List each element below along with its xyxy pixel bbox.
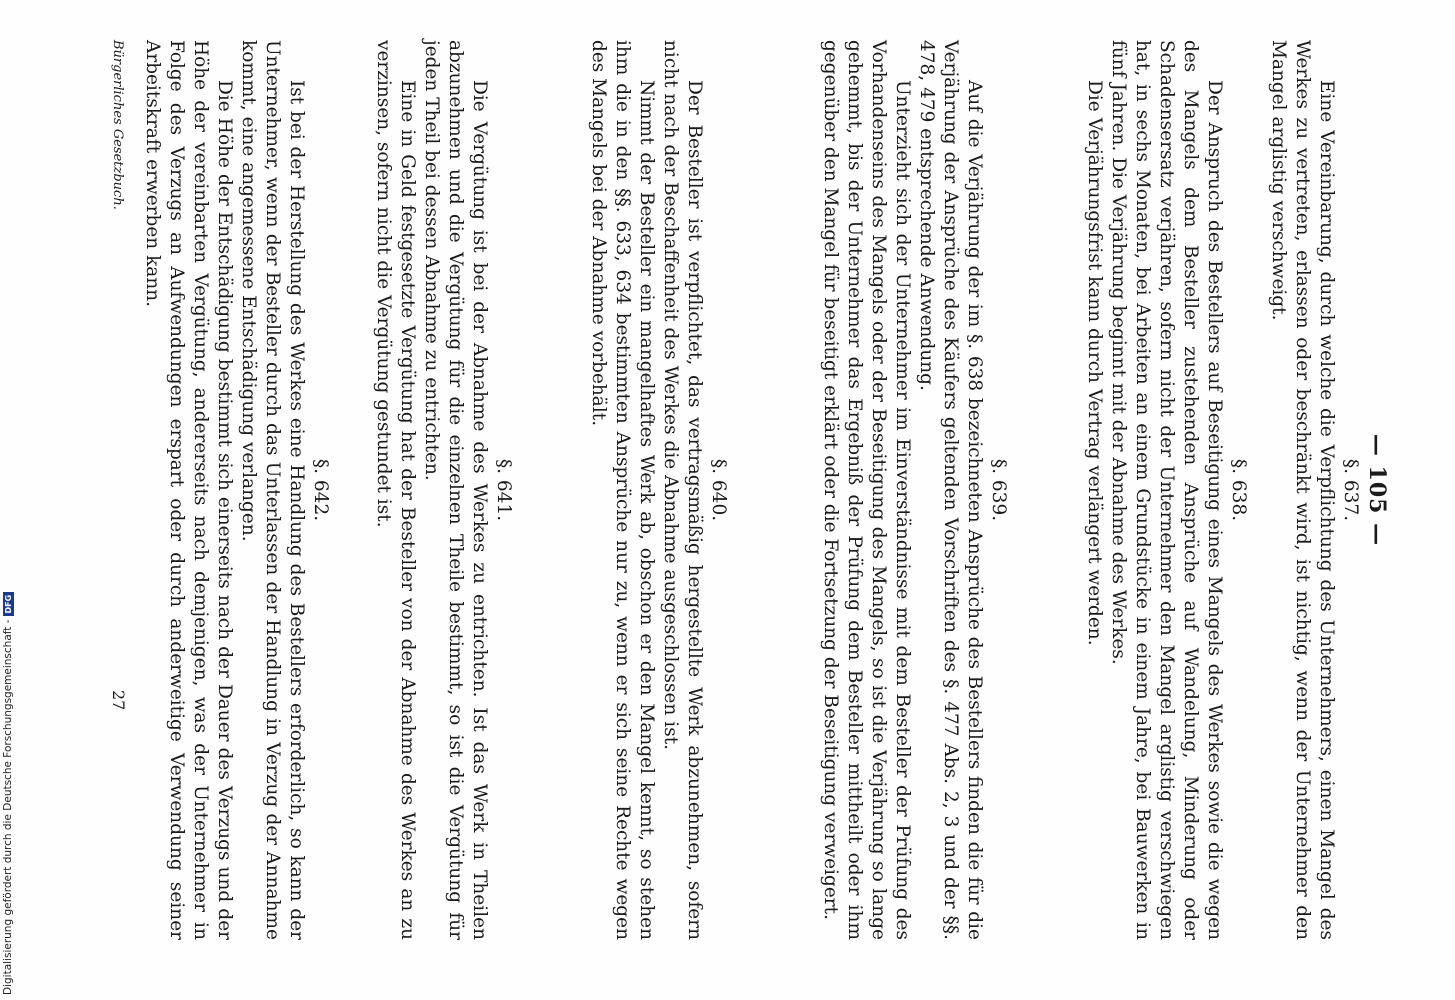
- section-paragraph: Eine Vereinbarung, durch welche die Verpflichtung des Unternehmers, einen Mangel des Werkes zu vertreten, erlassen oder beschränkt wird, ist nichtig, wenn der Unternehmer den Mangel arglistig verschweigt.: [1268, 40, 1337, 940]
- section-title: §. 640.: [708, 458, 729, 522]
- section-640: [586, 40, 730, 940]
- section-paragraph: Die Vergütung ist bei der Abnahme des Werkes zu entrichten. Ist das Werk in Theilen abzunehmen und die Vergütung für die einzelnen Theile bestimmt, so ist die Vergütung für jeden Theil bei dessen Abnahme zu entrichten.: [421, 40, 490, 940]
- dfg-logo: DFG: [3, 592, 14, 617]
- section-paragraph: Der Anspruch des Bestellers auf Beseitigung eines Mangels des Werkes sowie die wegen des Mangels dem Besteller zustehenden Ansprüche auf Wandelung, Minderung oder Schadensersatz verjähren, sofern nicht der Unternehmer den Mangel arglistig verschwiegen hat, in sechs Monaten, bei Arbeiten an einem Grundstücke in einem Jahre, bei Bauwerken in fünf Jahren. Die Verjährung beginnt mit der Abnahme des Werkes.: [1108, 40, 1225, 940]
- section-642: [140, 40, 332, 940]
- section-title: §. 639.: [988, 458, 1009, 522]
- section-title: §. 637.: [1340, 458, 1361, 522]
- section-title: §. 638.: [1228, 458, 1249, 522]
- book-title-footer: Bürgerliches Gesetzbuch.: [110, 40, 125, 210]
- rotated-page-content: [90, 40, 1390, 940]
- section-paragraph: Unterzieht sich der Unternehmer im Einverständnisse mit dem Besteller der Prüfung des Vorhandenseins des Mangels oder der Beseitigung des Mangels, so ist die Verjährung so lange gehemmt, bis der Unternehmer das Ergebniß der Prüfung dem Besteller mittheilt oder ihm gegenüber den Mangel für beseitigt erklärt oder die Fortsetzung der Beseitigung verweigert.: [820, 40, 913, 940]
- section-paragraph: Der Besteller ist verpflichtet, das vertragsmäßig hergestellte Werk abzunehmen, sofern nicht nach der Beschaffenheit des Werkes die Abnahme ausgeschlossen ist.: [660, 40, 705, 940]
- section-paragraph: Nimmt der Besteller ein mangelhaftes Werk ab, obschon er den Mangel kennt, so stehen ihm die in den §§. 633, 634 bestimmten Ansprüche nur zu, wenn er sich seine Rechte wegen des Mangels bei der Abnahme vorbehält.: [588, 40, 657, 940]
- section-641: [371, 40, 515, 940]
- page-number: — 105 —: [1364, 433, 1390, 547]
- section-paragraph: Ist bei der Herstellung des Werkes eine Handlung des Bestellers erforderlich, so kann der Unternehmer, wenn der Besteller durch das Unterlassen der Handlung in Verzug der Annahme kommt, eine angemessene Entschädigung verlangen.: [238, 40, 307, 940]
- section-paragraph: Die Verjährungsfrist kann durch Vertrag verlängert werden.: [1084, 80, 1105, 646]
- digitization-notice: [2, 592, 14, 995]
- section-title: §. 641.: [493, 458, 514, 522]
- section-638: [1082, 40, 1250, 940]
- section-paragraph: Eine in Geld festgesetzte Vergütung hat der Besteller von der Abnahme des Werkes an zu verzinsen, sofern nicht die Vergütung gestundet ist.: [373, 40, 418, 940]
- digitization-text: Digitalisierung gefördert durch die Deutsche Forschungsgemeinschaft -: [2, 619, 14, 995]
- section-title: §. 642.: [310, 458, 331, 522]
- section-paragraph: Die Höhe der Entschädigung bestimmt sich einerseits nach der Dauer des Verzugs und der Höhe der vereinbarten Vergütung, andererseits nach demjenigen, was der Unternehmer in Folge des Verzugs an Aufwendungen erspart oder durch anderweitige Verwendung seiner Arbeitskraft erwerben kann.: [142, 40, 235, 940]
- section-637: [1266, 40, 1362, 940]
- section-paragraph: Auf die Verjährung der im §. 638 bezeichneten Ansprüche des Bestellers finden die für die Verjährung der Ansprüche des Käufers geltenden Vorschriften des §. 477 Abs. 2, 3 und der §§. 478, 479 entsprechende Anwendung.: [916, 40, 985, 940]
- section-639: [818, 40, 1010, 940]
- signature-mark: 27: [109, 690, 128, 711]
